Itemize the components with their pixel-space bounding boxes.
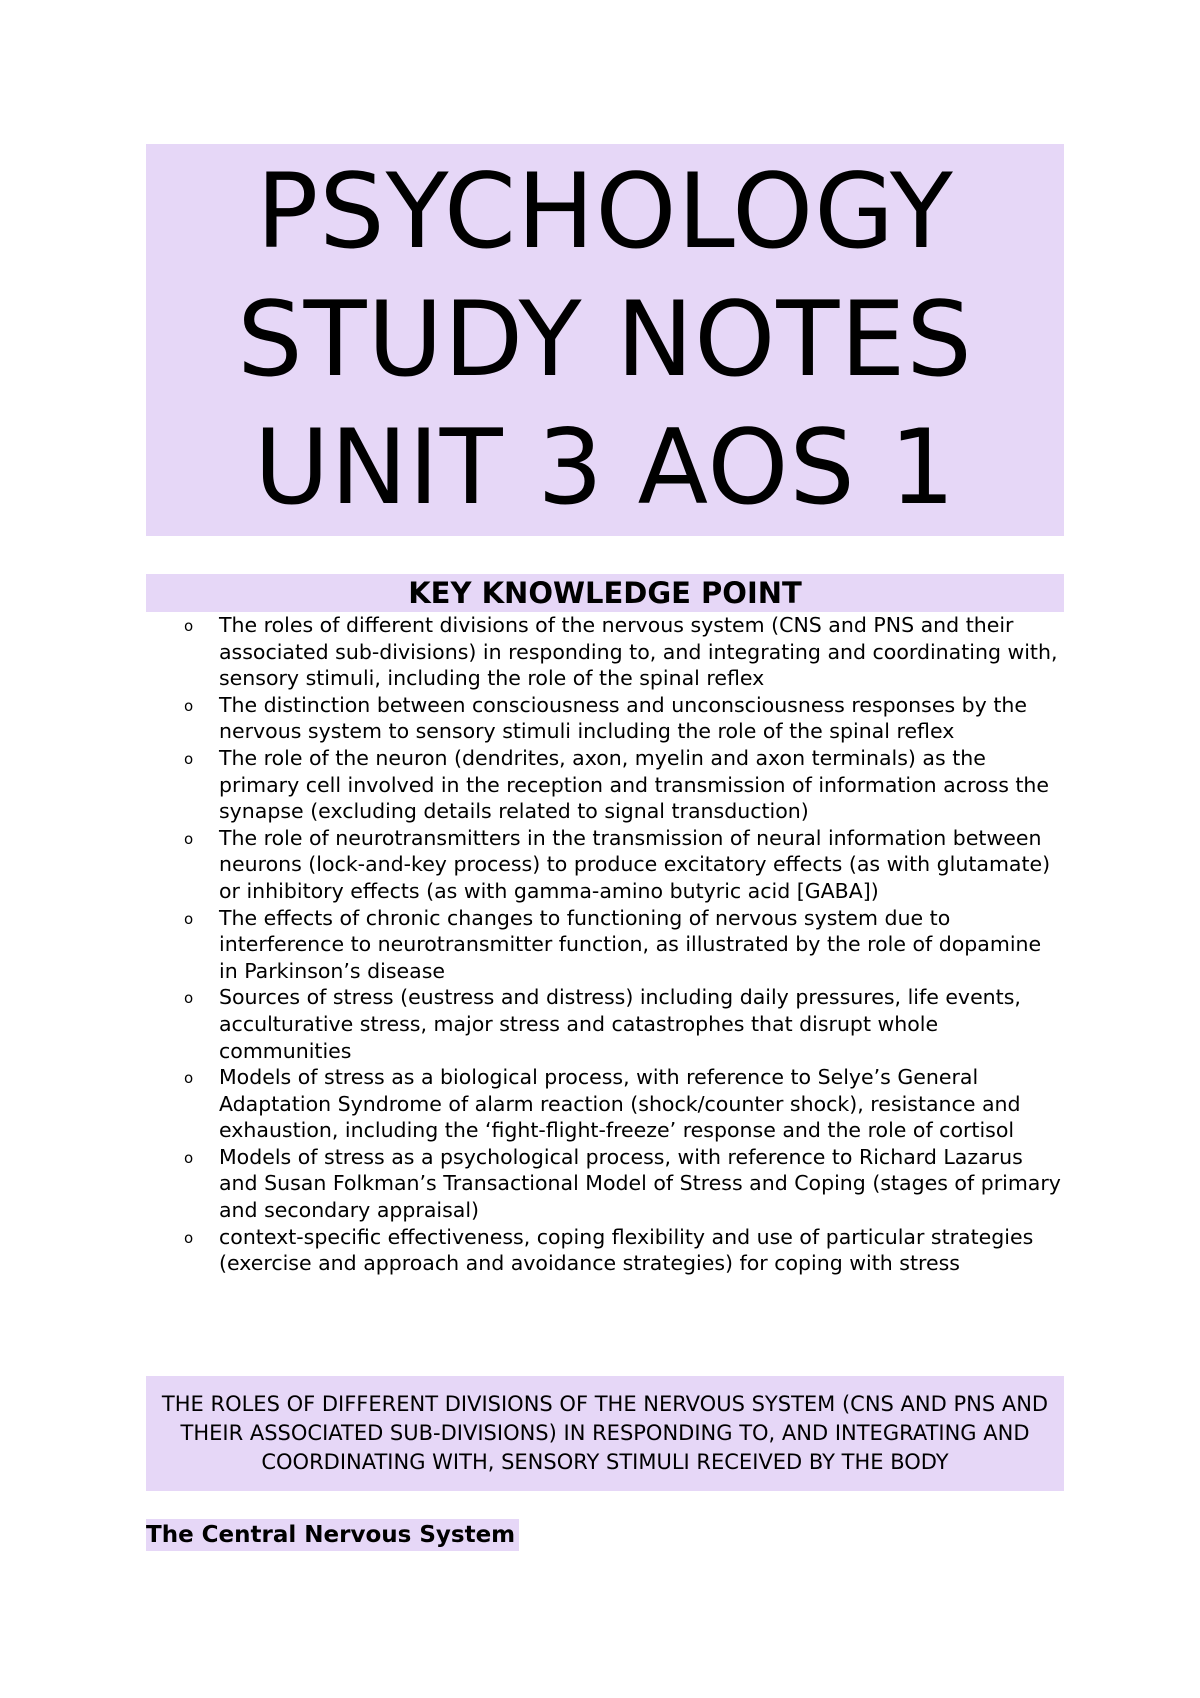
circle-bullet-icon: o	[184, 909, 194, 928]
circle-bullet-icon: o	[184, 1069, 194, 1088]
list-item-text: Sources of stress (eustress and distress) including daily pressures, life events, acculturative stress, major stress and catastrophes that disrupt whole communities	[219, 985, 1021, 1063]
title-line-1: PSYCHOLOGY	[256, 152, 954, 272]
list-item-text: Models of stress as a biological process, with reference to Selye’s General Adaptation Syndrome of alarm reaction (shock/counter shock), resistance and exhaustion, including the ‘fight-flight-freeze’ response and the role of cortisol	[219, 1065, 1021, 1143]
list-item	[146, 612, 1064, 692]
list-item-text: The effects of chronic changes to functioning of nervous system due to interference to neurotransmitter function, as illustrated by the role of dopamine in Parkinson’s disease	[219, 905, 1042, 983]
circle-bullet-icon: o	[184, 617, 194, 635]
list-item	[146, 984, 1064, 1064]
circle-bullet-icon: o	[184, 1148, 194, 1167]
list-item-text: The role of neurotransmitters in the transmission of neural information between neurons (lock-and-key process) to produce excitatory effects (as with glutamate) or inhibitory effects (as with gamma-amino butyric acid [GABA])	[219, 825, 1051, 903]
list-item	[146, 1224, 1064, 1277]
list-item	[146, 825, 1064, 905]
section-heading-text: THE ROLES OF DIFFERENT DIVISIONS OF THE NERVOUS SYSTEM (CNS AND PNS AND THEIR ASSOCIATED SUB-DIVISIONS) IN RESPONDING TO, AND INTEGRATING AND COORDINATING WITH, SENSORY STIMULI RECEIVED BY THE BODY	[161, 1392, 1049, 1474]
cns-subheading: The Central Nervous System	[146, 1519, 519, 1551]
circle-bullet-icon: o	[184, 989, 194, 1008]
title-line-3: UNIT 3 AOS 1	[253, 408, 957, 528]
list-item	[146, 1144, 1064, 1224]
title-line-2: STUDY NOTES	[237, 280, 973, 400]
list-item	[146, 692, 1064, 745]
list-item-text: The role of the neuron (dendrites, axon, myelin and axon terminals) as the primary cell involved in the reception and transmission of information across the synapse (excluding details related to signal transduction)	[219, 745, 1050, 824]
list-item	[146, 1064, 1064, 1144]
list-item	[146, 905, 1064, 985]
list-item	[146, 745, 1064, 825]
key-knowledge-heading: KEY KNOWLEDGE POINT	[146, 574, 1064, 612]
list-item-text: context-specific effectiveness, coping flexibility and use of particular strategies (exercise and approach and avoidance strategies) for coping with stress	[219, 1224, 1034, 1276]
circle-bullet-icon: o	[184, 829, 194, 848]
section-heading	[146, 1376, 1064, 1491]
document-title	[146, 144, 1064, 536]
list-item-text: Models of stress as a psychological process, with reference to Richard Lazarus and Susan Folkman’s Transactional Model of Stress and Coping (stages of primary and secondary appraisal)	[219, 1144, 1061, 1223]
circle-bullet-icon: o	[184, 696, 194, 715]
list-item-text: The roles of different divisions of the nervous system (CNS and PNS and their associated sub-divisions) in responding to, and integrating and coordinating with, sensory stimuli, including the role of the spinal reflex	[219, 613, 1058, 691]
circle-bullet-icon: o	[184, 1228, 194, 1247]
key-knowledge-list	[146, 612, 1064, 1277]
circle-bullet-icon: o	[184, 749, 194, 768]
list-item-text: The distinction between consciousness and unconsciousness responses by the nervous system to sensory stimuli including the role of the spinal reflex	[219, 692, 1027, 744]
